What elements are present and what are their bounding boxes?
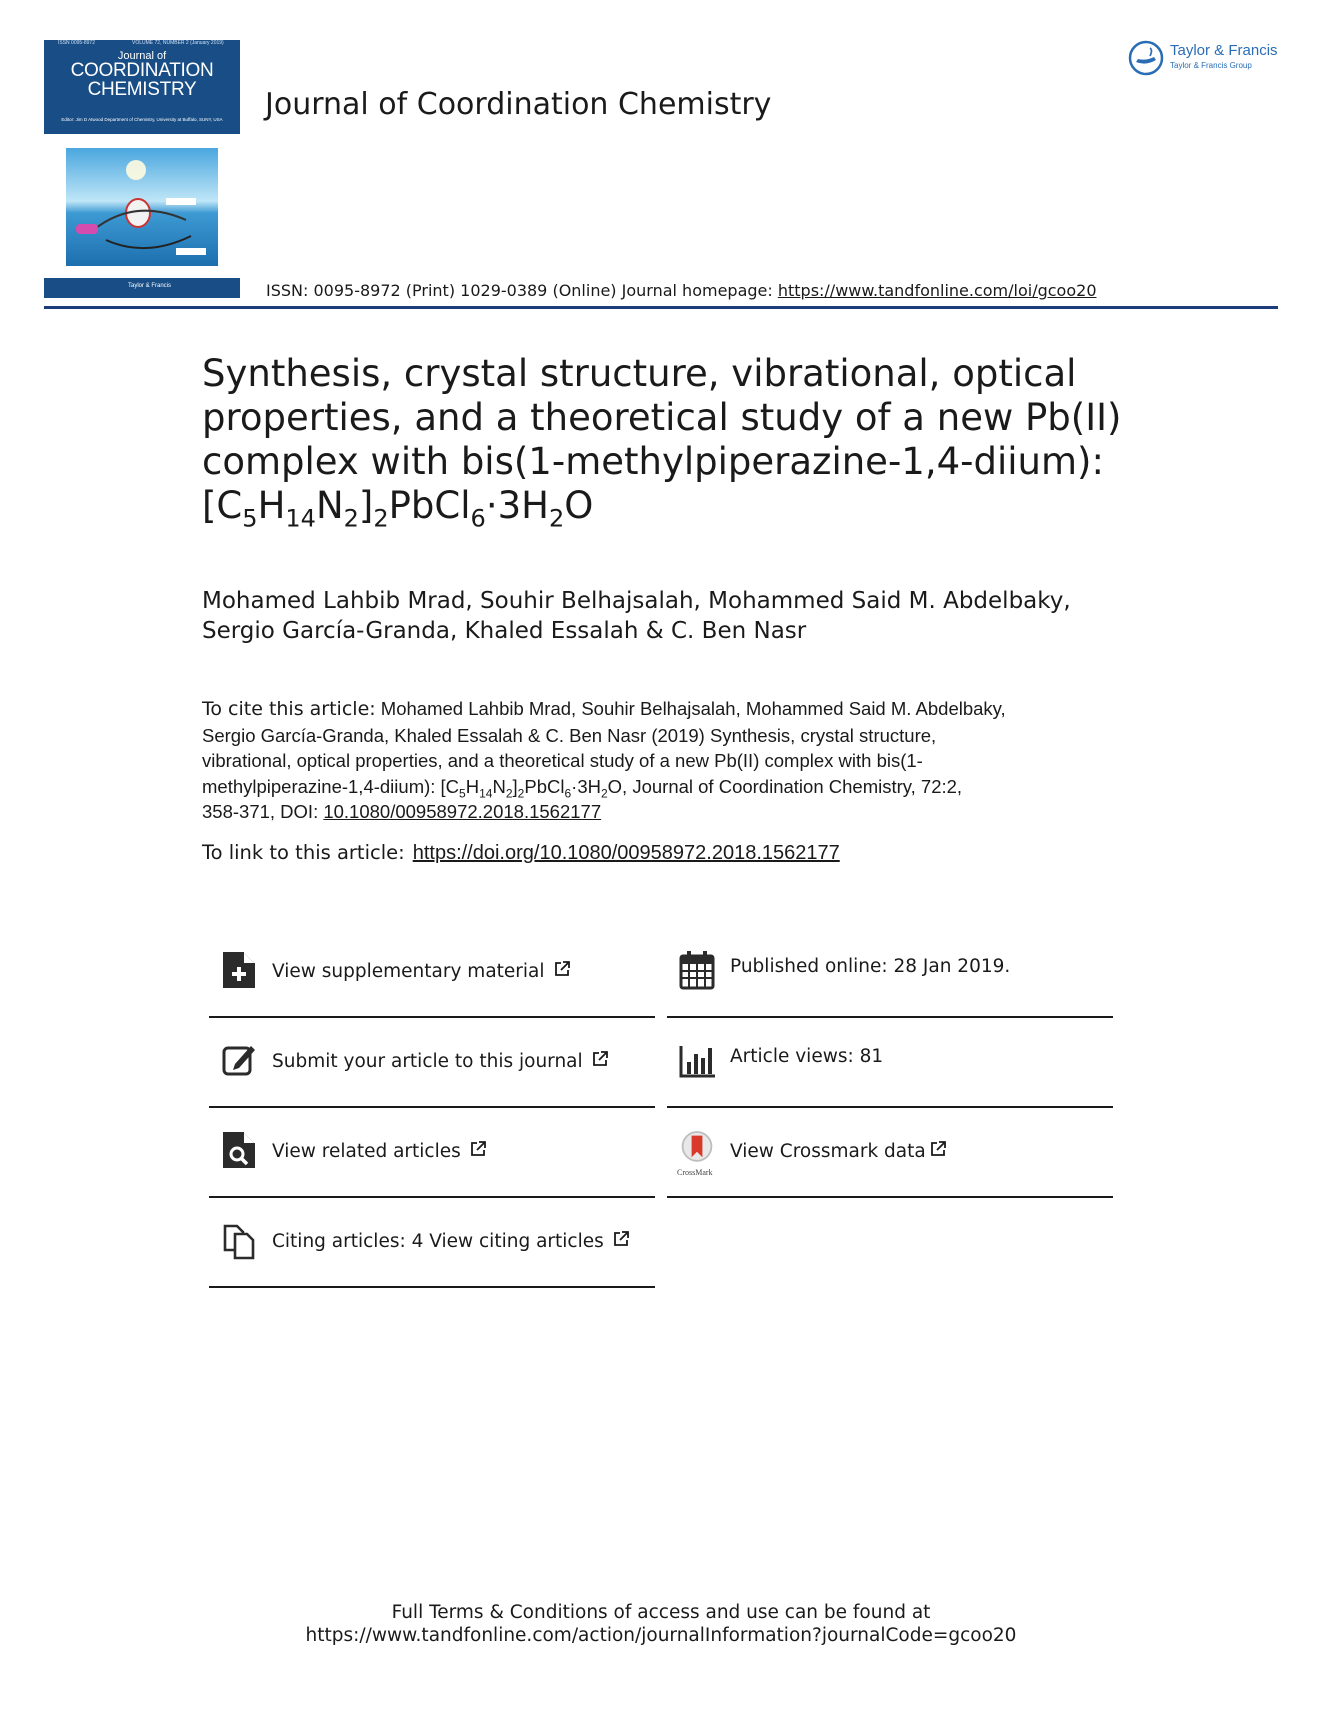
- publisher-group: Taylor & Francis Group: [1170, 61, 1252, 70]
- authors-line1: Mohamed Lahbib Mrad, Souhir Belhajsalah, Mohammed Said M. Abdelbaky,: [202, 588, 1071, 614]
- external-link-icon: [591, 1050, 609, 1068]
- supplementary-label: View supplementary material: [272, 960, 571, 982]
- cover-top-band: [44, 40, 240, 134]
- divider: [209, 1286, 655, 1288]
- footer-terms-url[interactable]: https://www.tandfonline.com/action/journalInformation?journalCode=gcoo20: [305, 1625, 1017, 1646]
- file-search-icon: [221, 1130, 257, 1170]
- cover-title-line1: COORDINATION: [70, 60, 214, 81]
- cover-illustration-graphic: [66, 148, 218, 266]
- issn-line: [266, 281, 1097, 300]
- calendar-icon: [679, 950, 715, 990]
- title-formula: $[C_5H_{14}N_2]_2PbCl_6\cdot 3H_2O$: [202, 484, 594, 533]
- article-views-info: [667, 1022, 1113, 1108]
- link-label: To link to this article:: [202, 841, 405, 864]
- title-line3: complex with bis(1-methylpiperazine-1,4-diium):: [202, 440, 1104, 483]
- title-line1: Synthesis, crystal structure, vibrational, optical: [202, 352, 1077, 395]
- publisher-logo[interactable]: [1128, 40, 1284, 76]
- author-list: [202, 586, 1142, 646]
- crossmark-logo-text: CrossMark: [677, 1168, 713, 1177]
- citation-block: [202, 696, 1132, 825]
- divider: [209, 1106, 655, 1108]
- journal-cover-image: [44, 40, 240, 298]
- crossmark-icon: [679, 1130, 715, 1170]
- divider: [667, 1196, 1113, 1198]
- divider: [209, 1196, 655, 1198]
- divider: [209, 1016, 655, 1018]
- journal-name: Journal of Coordination Chemistry: [265, 87, 772, 122]
- related-label: View related articles: [272, 1140, 487, 1162]
- citation-line3: vibrational, optical properties, and a theoretical study of a new Pb(II) complex with bis(1-: [202, 750, 923, 771]
- issn-text: ISSN: 0095-8972 (Print) 1029-0389 (Online) Journal homepage:: [266, 281, 778, 300]
- article-link-line: [202, 841, 840, 865]
- doi-link[interactable]: 10.1080/00958972.2018.1562177: [323, 801, 602, 822]
- cover-editor: Editor: Jim D Atwood Department of Chemistry, University at Buffalo, SUNY, USA: [61, 117, 223, 122]
- external-link-icon: [553, 960, 571, 978]
- cover-illustration: [66, 148, 218, 266]
- views-label: Article views: 81: [730, 1046, 884, 1067]
- divider: [667, 1016, 1113, 1018]
- citation-label: To cite this article:: [202, 698, 376, 720]
- citing-label: Citing articles: 4 View citing articles: [272, 1230, 630, 1252]
- copy-icon: [221, 1220, 257, 1260]
- authors-line2: Sergio García-Granda, Khaled Essalah & C. Ben Nasr: [202, 618, 807, 644]
- cover-volume: VOLUME 72, NUMBER 2 (January 2019): [132, 40, 224, 46]
- file-plus-icon: [221, 950, 257, 990]
- published-online-info: [667, 932, 1113, 1018]
- citation-line5: 358-371, DOI: 10.1080/00958972.2018.1562177: [202, 801, 602, 822]
- external-link-icon: [929, 1140, 947, 1158]
- terms-footer: [0, 1601, 1322, 1647]
- cover-publisher: Taylor & Francis: [128, 283, 172, 289]
- related-articles-link[interactable]: [209, 1112, 655, 1198]
- submit-label: Submit your article to this journal: [272, 1050, 609, 1072]
- citing-articles-link[interactable]: [209, 1202, 655, 1288]
- cover-issn: ISSN 0095-8972: [58, 40, 95, 46]
- published-label: Published online: 28 Jan 2019.: [730, 956, 1011, 977]
- title-line2: properties, and a theoretical study of a new Pb(II): [202, 396, 1122, 439]
- cover-title: [44, 61, 240, 99]
- cover-title-line2: CHEMISTRY: [87, 79, 197, 100]
- crossmark-label: View Crossmark data: [730, 1140, 947, 1162]
- edit-icon: [221, 1040, 257, 1080]
- article-title: [202, 352, 1142, 533]
- citation-line1: Mohamed Lahbib Mrad, Souhir Belhajsalah, Mohammed Said M. Abdelbaky,: [375, 698, 1006, 719]
- citation-line2: Sergio García-Granda, Khaled Essalah & C. Ben Nasr (2019) Synthesis, crystal structure,: [202, 724, 937, 746]
- external-link-icon: [469, 1140, 487, 1158]
- citation-formula: $[C_5H_{14}N_2]_2PbCl_6\cdot 3H_2O$: [440, 775, 623, 801]
- divider: [667, 1106, 1113, 1108]
- cover-publisher-band: [44, 278, 240, 298]
- bar-chart-icon: [679, 1040, 715, 1080]
- supplementary-material-link[interactable]: [209, 932, 655, 1018]
- cover-title-small: Journal of: [117, 50, 167, 62]
- external-link-icon: [612, 1230, 630, 1248]
- publisher-name: Taylor & Francis: [1170, 42, 1278, 59]
- footer-line1: Full Terms & Conditions of access and use can be found at: [391, 1602, 931, 1623]
- crossmark-link[interactable]: [667, 1112, 1113, 1198]
- header-rule: [44, 306, 1278, 309]
- citation-line4: methylpiperazine-1,4-diium): $[C_5H_{14}N_2]_2PbCl_6\cdot 3H_2O$, Journal of Coordination Chemistry, 72:2,: [202, 775, 963, 801]
- publisher-lamp-icon: [1128, 40, 1164, 76]
- submit-article-link[interactable]: [209, 1022, 655, 1108]
- article-doi-url[interactable]: https://doi.org/10.1080/00958972.2018.1562177: [412, 842, 840, 864]
- journal-homepage-link[interactable]: https://www.tandfonline.com/loi/gcoo20: [777, 281, 1097, 300]
